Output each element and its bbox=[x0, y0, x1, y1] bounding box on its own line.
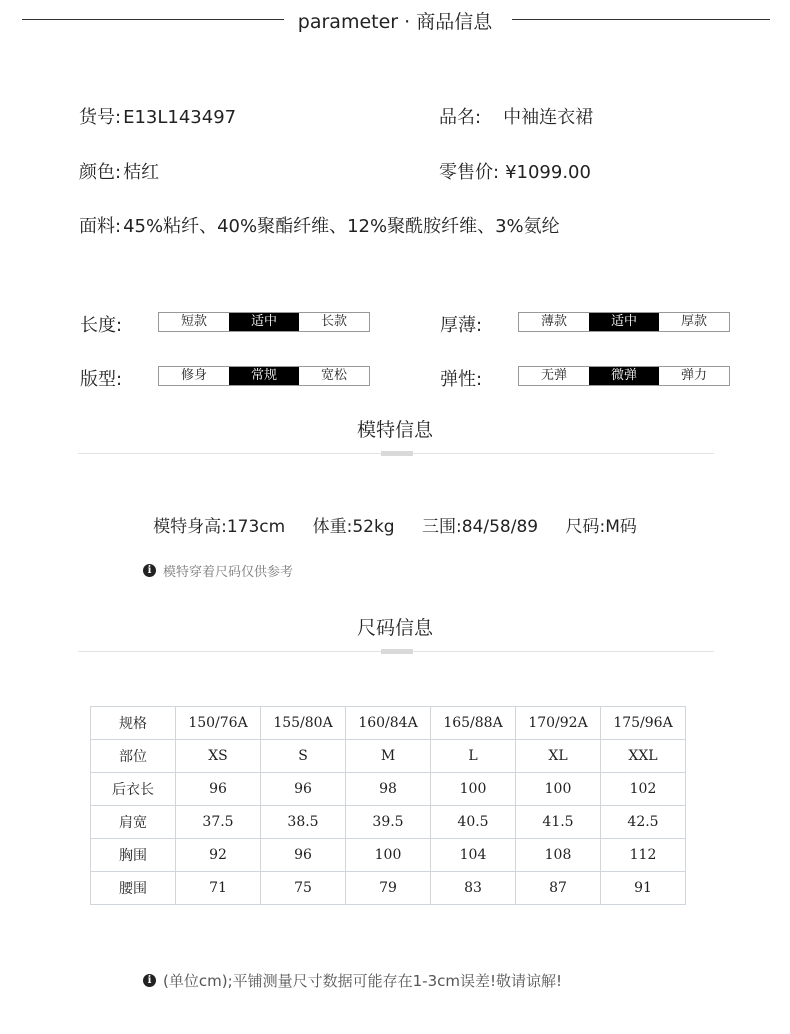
table-cell: 40.5 bbox=[431, 806, 516, 839]
table-row bbox=[91, 839, 686, 872]
thickness-scale bbox=[518, 312, 730, 332]
info-icon: i bbox=[143, 974, 156, 987]
table-cell: 后衣长 bbox=[91, 773, 176, 806]
table-cell: XXL bbox=[601, 740, 686, 773]
fit-label: 版型: bbox=[80, 369, 123, 390]
model-note-text: 模特穿着尺码仅供参考 bbox=[163, 565, 294, 580]
table-cell: M bbox=[346, 740, 431, 773]
product-name-label: 品名: bbox=[439, 107, 482, 128]
table-cell: 100 bbox=[516, 773, 601, 806]
table-cell: 腰围 bbox=[91, 872, 176, 905]
color-label: 颜色: bbox=[79, 162, 122, 183]
sku-label: 货号: bbox=[79, 107, 122, 128]
size-section-marker bbox=[381, 649, 413, 654]
table-cell: 87 bbox=[516, 872, 601, 905]
size-section-title: 尺码信息 bbox=[356, 617, 433, 639]
length-option-long: 长款 bbox=[320, 314, 347, 329]
page-title: parameter · 商品信息 bbox=[297, 11, 493, 33]
fabric-param bbox=[79, 212, 560, 238]
table-cell: 98 bbox=[346, 773, 431, 806]
table-cell: 部位 bbox=[91, 740, 176, 773]
table-cell: 102 bbox=[601, 773, 686, 806]
table-cell: L bbox=[431, 740, 516, 773]
table-cell: 155/80A bbox=[261, 707, 346, 740]
table-cell: S bbox=[261, 740, 346, 773]
size-table bbox=[90, 706, 686, 905]
table-cell: 71 bbox=[176, 872, 261, 905]
length-option-medium: 适中 bbox=[229, 313, 299, 331]
model-size: 尺码:M码 bbox=[565, 517, 637, 537]
price-value: ¥1099.00 bbox=[505, 162, 591, 183]
model-section-marker bbox=[381, 451, 413, 456]
length-option-short: 短款 bbox=[180, 314, 207, 329]
table-cell: 胸围 bbox=[91, 839, 176, 872]
model-section-title: 模特信息 bbox=[356, 419, 433, 441]
table-cell: 96 bbox=[261, 839, 346, 872]
sku-param bbox=[79, 103, 236, 129]
table-cell: 92 bbox=[176, 839, 261, 872]
elasticity-option-slight: 微弹 bbox=[589, 367, 659, 385]
table-cell: 39.5 bbox=[346, 806, 431, 839]
table-cell: 41.5 bbox=[516, 806, 601, 839]
elasticity-label: 弹性: bbox=[440, 369, 483, 390]
fit-option-regular: 常规 bbox=[229, 367, 299, 385]
sku-value: E13L143497 bbox=[123, 107, 237, 128]
table-cell: 175/96A bbox=[601, 707, 686, 740]
table-cell: 96 bbox=[261, 773, 346, 806]
elasticity-option-none: 无弹 bbox=[540, 368, 567, 383]
fit-scale bbox=[158, 366, 370, 386]
elasticity-scale bbox=[518, 366, 730, 386]
table-cell: 160/84A bbox=[346, 707, 431, 740]
length-label: 长度: bbox=[80, 315, 123, 336]
table-row bbox=[91, 872, 686, 905]
product-name-param bbox=[439, 103, 593, 129]
fabric-value: 45%粘纤、40%聚酯纤维、12%聚酰胺纤维、3%氨纶 bbox=[123, 216, 560, 237]
table-row bbox=[91, 740, 686, 773]
table-cell: 37.5 bbox=[176, 806, 261, 839]
model-note bbox=[143, 561, 293, 580]
elasticity-option-stretch: 弹力 bbox=[680, 368, 707, 383]
table-row bbox=[91, 806, 686, 839]
table-cell: 83 bbox=[431, 872, 516, 905]
price-label: 零售价: bbox=[439, 162, 500, 183]
model-height: 模特身高:173cm bbox=[153, 517, 286, 537]
table-cell: 96 bbox=[176, 773, 261, 806]
table-cell: 112 bbox=[601, 839, 686, 872]
model-weight: 体重:52kg bbox=[312, 517, 395, 537]
table-cell: 165/88A bbox=[431, 707, 516, 740]
thickness-option-thick: 厚款 bbox=[680, 314, 707, 329]
table-cell: 170/92A bbox=[516, 707, 601, 740]
fabric-label: 面料: bbox=[79, 216, 122, 237]
table-cell: 150/76A bbox=[176, 707, 261, 740]
table-cell: 100 bbox=[431, 773, 516, 806]
thickness-option-medium: 适中 bbox=[589, 313, 659, 331]
table-cell: 100 bbox=[346, 839, 431, 872]
table-cell: 75 bbox=[261, 872, 346, 905]
table-cell: 42.5 bbox=[601, 806, 686, 839]
size-footnote bbox=[143, 970, 562, 991]
table-cell: 108 bbox=[516, 839, 601, 872]
color-param bbox=[79, 158, 159, 184]
table-cell: XL bbox=[516, 740, 601, 773]
table-cell: 79 bbox=[346, 872, 431, 905]
table-cell: 38.5 bbox=[261, 806, 346, 839]
model-stats bbox=[0, 512, 790, 537]
thickness-label: 厚薄: bbox=[440, 315, 483, 336]
table-cell: 91 bbox=[601, 872, 686, 905]
table-cell: XS bbox=[176, 740, 261, 773]
fit-option-slim: 修身 bbox=[180, 368, 207, 383]
size-footnote-text: (单位cm);平铺测量尺寸数据可能存在1-3cm误差!敬请谅解! bbox=[163, 972, 563, 990]
price-param bbox=[439, 158, 591, 184]
table-cell: 104 bbox=[431, 839, 516, 872]
table-header-row bbox=[91, 707, 686, 740]
table-cell: 规格 bbox=[91, 707, 176, 740]
thickness-option-thin: 薄款 bbox=[540, 314, 567, 329]
info-icon: i bbox=[143, 564, 156, 577]
table-cell: 肩宽 bbox=[91, 806, 176, 839]
length-scale bbox=[158, 312, 370, 332]
model-measurements: 三围:84/58/89 bbox=[422, 517, 539, 537]
product-name-value: 中袖连衣裙 bbox=[503, 107, 594, 128]
fit-option-loose: 宽松 bbox=[320, 368, 347, 383]
color-value: 桔红 bbox=[123, 162, 160, 183]
table-row bbox=[91, 773, 686, 806]
